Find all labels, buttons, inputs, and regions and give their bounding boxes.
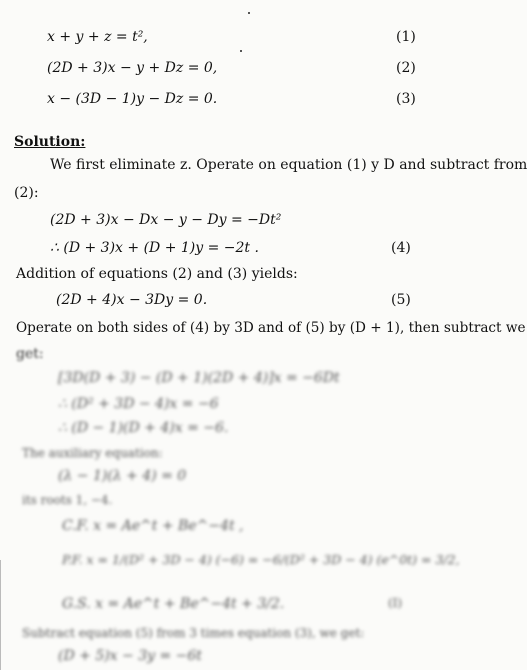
speck xyxy=(240,50,242,52)
step-6: ∴ (D − 1)(D + 4)x = −6. xyxy=(58,420,229,436)
operate-line-1: Operate on both sides of (4) by 3D and of (5) by (D + 1), then subtract we xyxy=(16,320,526,336)
addition-text: Addition of equations (2) and (3) yields: xyxy=(16,266,298,282)
step-5: ∴ (D² + 3D − 4)x = −6 xyxy=(58,396,219,412)
step-4: [3D(D + 3) − (D + 1)(2D + 4)]x = −6Dt xyxy=(58,370,340,386)
equation-2: (2D + 3)x − y + Dz = 0, xyxy=(47,60,218,76)
equation-3-number: (3) xyxy=(396,91,416,107)
equation-1: x + y + z = t², xyxy=(47,29,148,45)
step-3-number: (5) xyxy=(391,292,411,308)
complementary-function: C.F. x = Ae^t + Be^−4t , xyxy=(62,518,244,534)
intro-line-2: (2): xyxy=(14,185,39,201)
solution-heading: Solution: xyxy=(14,134,86,150)
step-7: (D + 5)x − 3y = −6t xyxy=(58,648,202,664)
equation-1-number: (1) xyxy=(396,29,416,45)
step-1: (2D + 3)x − Dx − y − Dy = −Dt² xyxy=(50,212,282,228)
equation-3: x − (3D − 1)y − Dz = 0. xyxy=(47,91,218,107)
speck xyxy=(248,12,250,14)
auxiliary-text: The auxiliary equation: xyxy=(22,446,163,460)
page-edge-shadow xyxy=(0,560,1,670)
equation-2-number: (2) xyxy=(396,60,416,76)
step-2-number: (4) xyxy=(391,240,411,256)
step-2: ∴ (D + 3)x + (D + 1)y = −2t . xyxy=(50,240,259,256)
auxiliary-equation: (λ − 1)(λ + 4) = 0 xyxy=(58,468,187,484)
general-solution-number: (I) xyxy=(388,596,403,610)
operate-line-2: get: xyxy=(16,346,44,362)
roots-text: its roots 1, −4. xyxy=(22,493,113,507)
general-solution: G.S. x = Ae^t + Be^−4t + 3/2. xyxy=(62,596,285,612)
subtract-text: Subtract equation (5) from 3 times equation (3), we get: xyxy=(22,626,365,640)
intro-line-1: We first eliminate z. Operate on equation (1) y D and subtract from xyxy=(50,157,527,173)
particular-function: P.F. x = 1/(D² + 3D − 4) (−6) = −6/(D² + 3D − 4) (e^0t) = 3/2, xyxy=(62,552,460,567)
step-3: (2D + 4)x − 3Dy = 0. xyxy=(56,292,208,308)
